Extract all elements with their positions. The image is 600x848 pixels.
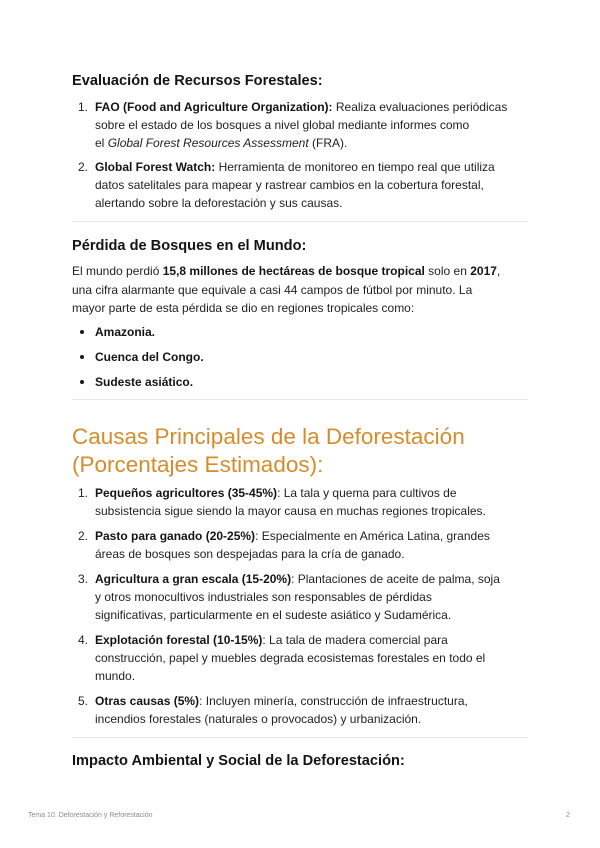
- tropical-regions-list: [72, 323, 528, 391]
- item-bold-label: Pequeños agricultores (35-45%): [95, 486, 278, 500]
- item-text: (FRA).: [308, 136, 348, 150]
- paragraph-text: ,: [496, 264, 501, 278]
- item-text: : Plantaciones de aceite de palma, soja: [291, 572, 500, 586]
- bullet-text: Amazonia.: [95, 325, 156, 339]
- list-item: [72, 570, 528, 624]
- item-text: el: [95, 136, 108, 150]
- item-text: y otros monocultivos industriales son responsables de pérdidas: [95, 590, 432, 604]
- bullet-dot: [80, 380, 84, 384]
- item-text: : Incluyen minería, construcción de infraestructura,: [199, 694, 468, 708]
- bullet-text: Cuenca del Congo.: [95, 350, 204, 364]
- section-heading-impact: Impacto Ambiental y Social de la Deforestación:: [72, 753, 405, 769]
- paragraph-text: una cifra alarmante que equivale a casi 44 campos de fútbol por minuto. La: [72, 282, 473, 297]
- paragraph-text: El mundo perdió: [72, 264, 163, 278]
- title-line: Causas Principales de la Deforestación: [72, 424, 465, 449]
- section-heading-forest-loss: Pérdida de Bosques en el Mundo:: [72, 238, 307, 254]
- paragraph-text: mayor parte de esta pérdida se dio en regiones tropicales como:: [72, 301, 415, 315]
- divider: [72, 737, 528, 738]
- item-text: alertando sobre la deforestación y sus causas.: [95, 196, 343, 210]
- item-text: : Especialmente en América Latina, grandes: [255, 529, 490, 543]
- item-text: incendios forestales (naturales o provocados) y urbanización.: [95, 712, 422, 726]
- list-item: [72, 373, 528, 391]
- list-item: [72, 323, 528, 341]
- item-bold-label: Agricultura a gran escala (15-20%): [95, 572, 292, 586]
- footer-page-number: 2: [566, 812, 570, 819]
- item-text: significativas, particularmente en el sudeste asiático y Sudamérica.: [95, 608, 452, 622]
- item-text: áreas de bosques son despejadas para la cría de ganado.: [95, 547, 405, 561]
- section-heading-forest-assessment: Evaluación de Recursos Forestales:: [72, 73, 323, 89]
- list-item: [72, 158, 528, 212]
- forest-assessment-list: [72, 98, 528, 212]
- bullet-text: Sudeste asiático.: [95, 375, 194, 389]
- list-item: [72, 348, 528, 366]
- deforestation-causes-list: [72, 484, 528, 728]
- divider: [72, 221, 528, 222]
- divider: [72, 399, 528, 400]
- bullet-dot: [80, 355, 84, 359]
- list-item: [72, 692, 528, 728]
- item-text: Realiza evaluaciones periódicas: [332, 100, 508, 114]
- list-item: [72, 98, 528, 152]
- list-item: [72, 527, 528, 563]
- list-item: [72, 484, 528, 520]
- section-title-deforestation-causes: [72, 423, 542, 479]
- list-number: 3.: [78, 572, 89, 586]
- item-bold-label: Global Forest Watch:: [95, 160, 216, 174]
- paragraph-bold: 15,8 millones de hectáreas de bosque tropical: [162, 264, 425, 278]
- list-number: 5.: [78, 694, 89, 708]
- footer-document-title: Tema 10. Deforestación y Reforestación: [28, 812, 153, 819]
- list-number: 1.: [78, 486, 89, 500]
- item-text: subsistencia sigue siendo la mayor causa en muchas regiones tropicales.: [95, 504, 486, 518]
- item-text: : La tala y quema para cultivos de: [277, 486, 457, 500]
- item-text: : La tala de madera comercial para: [262, 633, 448, 647]
- item-text: Herramienta de monitoreo en tiempo real que utiliza: [215, 160, 495, 174]
- list-number: 1.: [78, 100, 89, 114]
- item-text: sobre el estado de los bosques a nivel global mediante informes como: [95, 118, 470, 132]
- bullet-dot: [80, 330, 84, 334]
- list-number: 2.: [78, 160, 89, 174]
- forest-loss-paragraph: [72, 262, 528, 318]
- item-bold-label: Explotación forestal (10-15%): [95, 633, 263, 647]
- item-italic-title: Global Forest Resources Assessment: [107, 136, 309, 150]
- item-text: mundo.: [95, 669, 136, 683]
- list-number: 2.: [78, 529, 89, 543]
- paragraph-bold-year: 2017: [470, 264, 497, 278]
- item-text: construcción, papel y muebles degrada ecosistemas forestales en todo el: [95, 651, 486, 665]
- paragraph-text: solo en: [424, 264, 471, 278]
- item-text: datos satelitales para mapear y rastrear cambios en la cobertura forestal,: [95, 178, 484, 192]
- list-item: [72, 631, 528, 685]
- list-number: 4.: [78, 633, 89, 647]
- item-bold-label: FAO (Food and Agriculture Organization):: [95, 100, 333, 114]
- title-line: (Porcentajes Estimados):: [72, 452, 324, 477]
- item-bold-label: Otras causas (5%): [95, 694, 200, 708]
- item-bold-label: Pasto para ganado (20-25%): [95, 529, 256, 543]
